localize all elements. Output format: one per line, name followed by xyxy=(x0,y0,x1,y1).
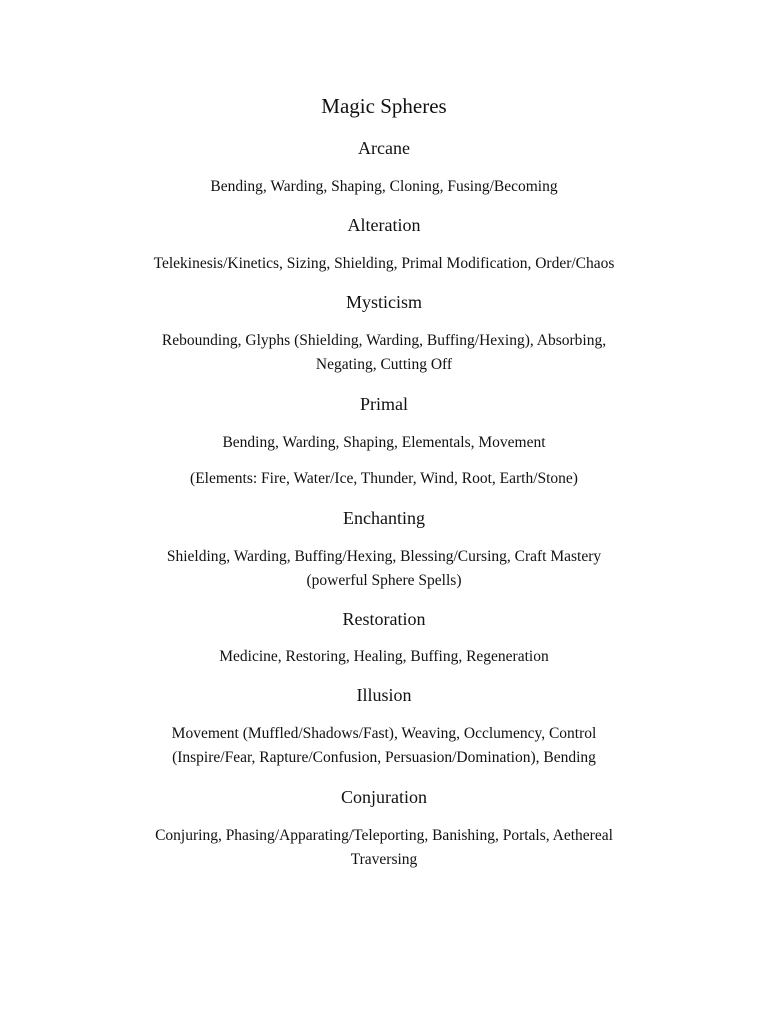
section-text-primal-line-1: Bending, Warding, Shaping, Elementals, Movement xyxy=(222,434,546,451)
section-heading-mysticism: Mysticism xyxy=(345,292,422,312)
section-text-alteration-line-1: Telekinesis/Kinetics, Sizing, Shielding, Primal Modification, Order/Chaos xyxy=(153,255,615,272)
section-heading-arcane: Arcane xyxy=(358,138,410,158)
section-heading-enchanting: Enchanting xyxy=(343,508,425,528)
section-heading-primal: Primal xyxy=(360,394,408,414)
section-heading-conjuration: Conjuration xyxy=(341,787,427,807)
section-text-mysticism-line-1: Rebounding, Glyphs (Shielding, Warding, Buffing/Hexing), Absorbing, xyxy=(161,332,607,349)
section-text-restoration-line-1: Medicine, Restoring, Healing, Buffing, Regeneration xyxy=(219,648,549,665)
section-text-conjuration-line-2: Traversing xyxy=(350,851,418,868)
section-text-arcane-line-1: Bending, Warding, Shaping, Cloning, Fusing/Becoming xyxy=(210,178,558,195)
section-text-mysticism-line-2: Negating, Cutting Off xyxy=(315,356,453,373)
section-text-primal-line-2: (Elements: Fire, Water/Ice, Thunder, Wind, Root, Earth/Stone) xyxy=(190,470,578,487)
section-heading-alteration: Alteration xyxy=(347,215,421,235)
section-text-enchanting-line-1: Shielding, Warding, Buffing/Hexing, Blessing/Cursing, Craft Mastery xyxy=(166,548,602,565)
page-title: Magic Spheres xyxy=(321,94,447,118)
section-text-conjuration-line-1: Conjuring, Phasing/Apparating/Teleporting, Banishing, Portals, Aethereal xyxy=(155,827,613,844)
section-heading-illusion: Illusion xyxy=(356,685,412,705)
section-text-illusion-line-2: (Inspire/Fear, Rapture/Confusion, Persuasion/Domination), Bending xyxy=(172,749,596,766)
section-text-enchanting-line-2: (powerful Sphere Spells) xyxy=(306,572,462,589)
section-text-illusion-line-1: Movement (Muffled/Shadows/Fast), Weaving, Occlumency, Control xyxy=(171,725,597,742)
section-heading-restoration: Restoration xyxy=(342,609,426,629)
